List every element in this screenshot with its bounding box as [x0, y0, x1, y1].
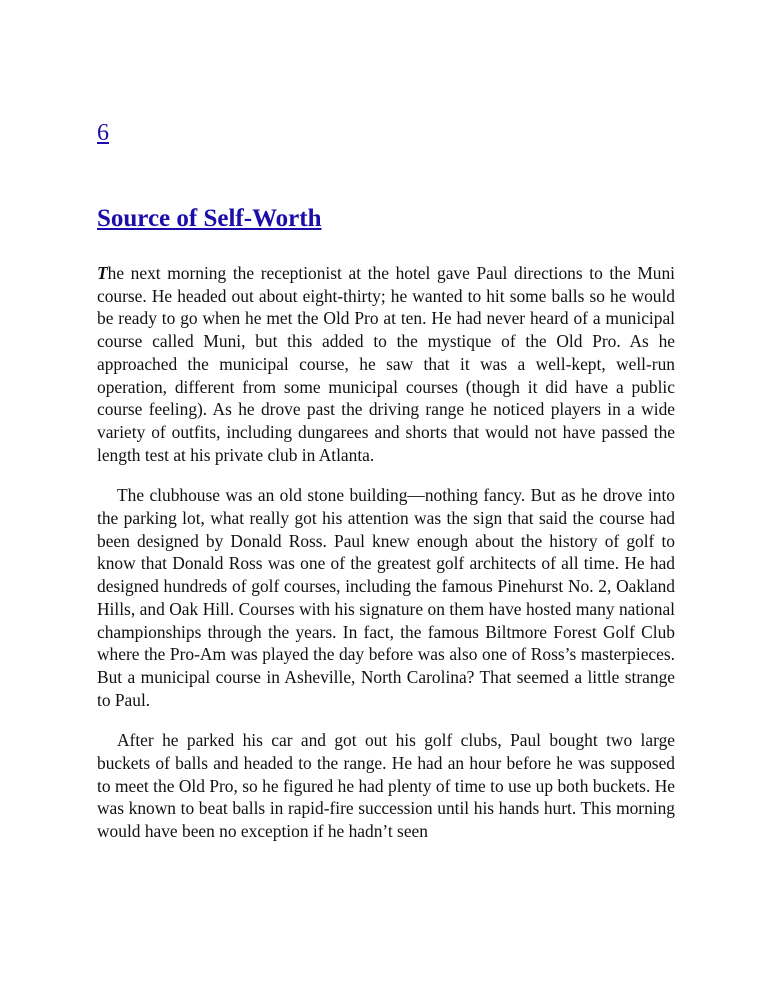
paragraph-1-text: he next morning the receptionist at the hotel gave Paul directions to the Muni course. He headed out about eight-thirty; he wanted to hit some balls so he would be ready to go when he met the Old Pro at ten. He had never heard of a municipal course called Muni, but this added to the mystique of the Old Pro. As he approached the municipal course, he saw that it was a well-kept, well-run operation, different from some municipal courses (though it did have a public course feeling). As he drove past the driving range he noticed players in a wide variety of outfits, including dungarees and shorts that would not have passed the length test at his private club in Atlanta. — [97, 263, 675, 465]
drop-cap: T — [97, 263, 108, 283]
chapter-title-link[interactable]: Source of Self-Worth — [97, 205, 322, 232]
chapter-body — [97, 262, 675, 861]
paragraph-3: After he parked his car and got out his golf clubs, Paul bought two large buckets of balls and headed to the range. He had an hour before he was supposed to meet the Old Pro, so he figured he had plenty of time to use up both buckets. He was known to beat balls in rapid-fire succession until his hands hurt. This morning would have been no exception if he hadn’t seen — [97, 730, 675, 842]
chapter-number-link[interactable]: 6 — [97, 120, 109, 146]
paragraph-2: The clubhouse was an old stone building—nothing fancy. But as he drove into the parking lot, what really got his attention was the sign that said the course had been designed by Donald Ross. Paul knew enough about the history of golf to know that Donald Ross was one of the greatest golf architects of all time. He had designed hundreds of golf courses, including the famous Pinehurst No. 2, Oakland Hills, and Oak Hill. Courses with his signature on them have hosted many national championships through the years. In fact, the famous Biltmore Forest Golf Club where the Pro-Am was played the day before was also one of Ross’s masterpieces. But a municipal course in Asheville, North Carolina? That seemed a little strange to Paul. — [97, 485, 675, 710]
paragraph-1 — [97, 262, 675, 466]
